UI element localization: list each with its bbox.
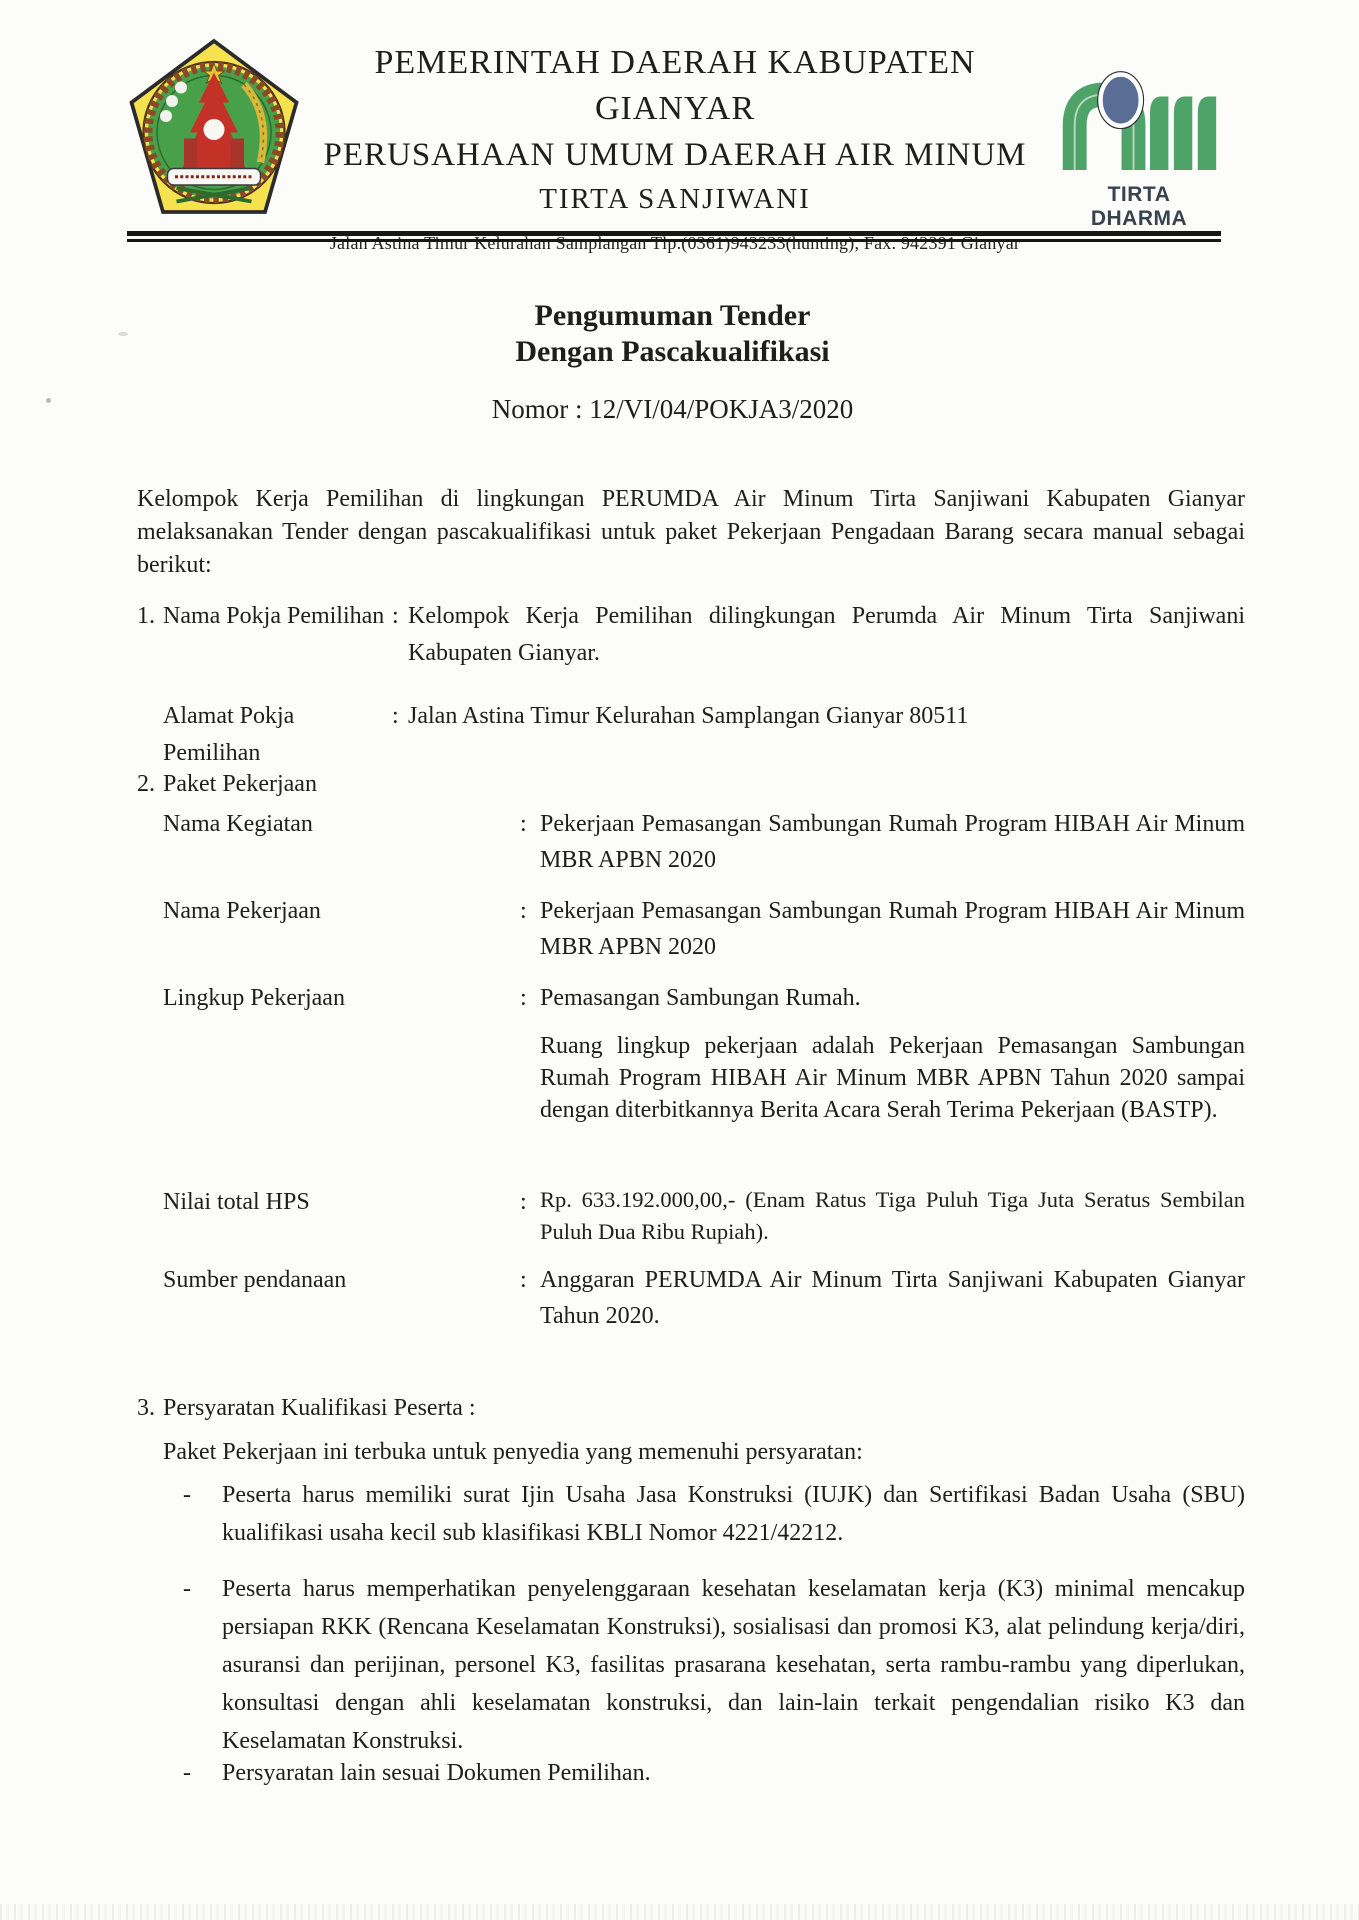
row-colon: : [520,1267,527,1293]
row-label: Nilai total HPS [163,1189,310,1215]
document-title [0,298,1345,370]
bullet-text: Peserta harus memperhatikan penyelenggaraan kesehatan keselamatan kerja (K3) minimal mencakup persiapan RKK (Rencana Keselamatan Konstruksi), sosialisasi dan promosi K3, alat pelindung kerja/diri, asuransi dan perijinan, personel K3, fasilitas prasarana kesehatan, serta rambu-rambu yang diperlukan, konsultasi dengan ahli keselamatan konstruksi, dan lain-lain terkait pengendalian risiko K3 dan Keselamatan Konstruksi. [222,1576,1245,1754]
bullet-marker: - [183,1482,191,1508]
row-value: Jalan Astina Timur Kelurahan Samplangan Gianyar 80511 [408,703,969,729]
bullet-marker: - [183,1760,191,1786]
letterhead-address: Jalan Astina Timur Kelurahan Samplangan Tlp.(0361)943233(hunting), Fax. 942391 Gianyar [329,233,1021,253]
nama-pekerjaan-row [163,893,1245,965]
requirement-bullet [183,1476,1245,1552]
tirta-dharma-graphic [1060,52,1218,174]
document-number: Nomor : 12/VI/04/POKJA3/2020 [491,394,854,424]
intro-paragraph: Kelompok Kerja Pemilihan di lingkungan PERUMDA Air Minum Tirta Sanjiwani Kabupaten Gianyar melaksanakan Tender dengan pascakualifikasi untuk paket Pekerjaan Pengadaan Barang secara manual sebagai berikut: [137,486,1245,578]
nama-kegiatan-row [163,806,1245,878]
row-label: Lingkup Pekerjaan [163,985,345,1011]
row-value: Anggaran PERUMDA Air Minum Tirta Sanjiwani Kabupaten Gianyar Tahun 2020. [540,1267,1245,1329]
row-value: Pemasangan Sambungan Rumah. [540,985,861,1011]
header-divider-rule [127,231,1221,242]
requirement-bullet [183,1570,1245,1760]
row-colon: : [520,1189,527,1215]
title-line1: Pengumuman Tender [534,299,811,332]
scan-speck [46,398,51,403]
bullet-text: Peserta harus memiliki surat Ijin Usaha Jasa Konstruksi (IUJK) dan Sertifikasi Badan Usaha (SBU) kualifikasi usaha kecil sub klasifikasi KBLI Nomor 4221/42212. [222,1482,1245,1546]
letterhead-line2: PERUSAHAAN UMUM DAERAH AIR MINUM [323,137,1027,173]
item-number: 1. [137,603,155,629]
nilai-hps-row [163,1184,1245,1248]
row-colon: : [520,811,527,837]
pokja-address-row [137,698,1245,772]
row-label: Alamat Pokja Pemilihan [163,703,295,766]
tirta-dharma-label: TIRTA DHARMA [1090,183,1188,230]
row-label: Nama Pokja Pemilihan [163,603,385,629]
item-number: 2. [137,771,155,797]
row-label: Sumber pendanaan [163,1267,347,1293]
scan-bottom-edge [0,1904,1359,1920]
row-value: Rp. 633.192.000,00,- (Enam Ratus Tiga Puluh Tiga Juta Seratus Sembilan Puluh Dua Ribu Rupiah). [540,1187,1245,1244]
scan-speck [118,332,128,336]
bullet-text: Persyaratan lain sesuai Dokumen Pemilihan. [222,1760,651,1786]
row-colon: : [520,985,527,1011]
row-colon: : [520,898,527,924]
pokja-name-row [137,598,1245,672]
letterhead-line1: PEMERINTAH DAERAH KABUPATEN GIANYAR [374,44,976,127]
row-value: Kelompok Kerja Pemilihan dilingkungan Perumda Air Minum Tirta Sanjiwani Kabupaten Gianyar. [408,603,1245,666]
bullet-marker: - [183,1576,191,1602]
row-colon: : [392,603,399,629]
sumber-pendanaan-row [163,1262,1245,1334]
title-line2: Dengan Pascakualifikasi [515,335,830,368]
row-label: Nama Pekerjaan [163,898,321,924]
section3-heading [137,1392,1245,1424]
lingkup-pekerjaan-row [163,980,1245,1016]
section2-heading [137,768,1245,800]
requirement-bullet [183,1754,1245,1792]
letterhead-line3: TIRTA SANJIWANI [539,183,811,215]
gianyar-emblem-logo [124,30,304,235]
row-colon: : [392,703,399,729]
row-value: Pekerjaan Pemasangan Sambungan Rumah Program HIBAH Air Minum MBR APBN 2020 [540,811,1245,873]
tirta-dharma-logo [1058,52,1220,231]
section-heading-text: Paket Pekerjaan [163,771,317,797]
letterhead [290,40,1060,254]
row-value: Pekerjaan Pemasangan Sambungan Rumah Program HIBAH Air Minum MBR APBN 2020 [540,898,1245,960]
section-heading-text: Persyaratan Kualifikasi Peserta : [163,1395,476,1421]
row-label: Nama Kegiatan [163,811,313,837]
gianyar-emblem-graphic [124,30,304,235]
item-number: 3. [137,1395,155,1421]
item-number [137,698,163,772]
section3-intro: Paket Pekerjaan ini terbuka untuk penyedia yang memenuhi persyaratan: [163,1439,863,1465]
ruang-lingkup-paragraph: Ruang lingkup pekerjaan adalah Pekerjaan Pemasangan Sambungan Rumah Program HIBAH Air Minum MBR APBN Tahun 2020 sampai dengan diterbitkannya Berita Acara Serah Terima Pekerjaan (BASTP). [540,1033,1245,1123]
